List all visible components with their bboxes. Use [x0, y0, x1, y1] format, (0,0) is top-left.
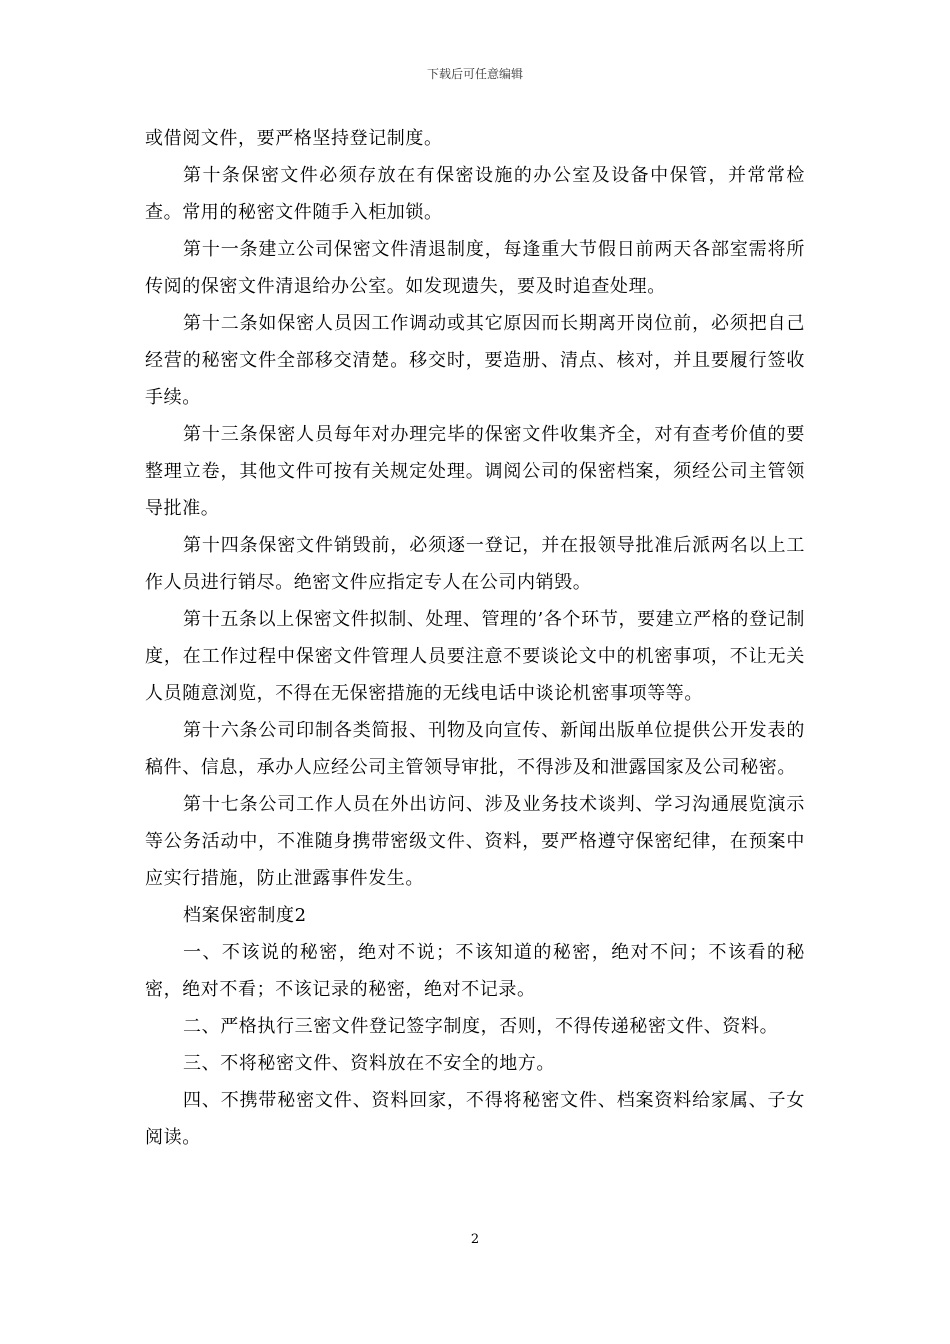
- paragraph-article-17: 第十七条公司工作人员在外出访问、涉及业务技术谈判、学习沟通展览演示等公务活动中，不准随身携带密级文件、资料，要严格遵守保密纪律，在预案中应实行措施，防止泄露事件发生。: [145, 794, 805, 889]
- document-body: [145, 120, 805, 1156]
- paragraph-article-11: 第十一条建立公司保密文件清退制度，每逢重大节假日前两天各部室需将所传阅的保密文件清退给办公室。如发现遗失，要及时追查处理。: [145, 239, 805, 297]
- page-header: 下载后可任意编辑: [426, 67, 523, 81]
- paragraph-item-4: 四、不携带秘密文件、资料回家，不得将秘密文件、档案资料给家属、子女阅读。: [145, 1090, 805, 1148]
- paragraph-item-2: 二、严格执行三密文件登记签字制度，否则，不得传递秘密文件、资料。: [183, 1016, 779, 1037]
- paragraph-article-13: 第十三条保密人员每年对办理完毕的保密文件收集齐全，对有查考价值的要整理立卷，其他文件可按有关规定处理。调阅公司的保密档案，须经公司主管领导批准。: [145, 424, 805, 519]
- paragraph-article-16: 第十六条公司印制各类简报、刊物及向宣传、新闻出版单位提供公开发表的稿件、信息，承办人应经公司主管领导审批，不得涉及和泄露国家及公司秘密。: [145, 720, 805, 778]
- paragraph-article-10: 第十条保密文件必须存放在有保密设施的办公室及设备中保管，并常常检查。常用的秘密文件随手入柜加锁。: [145, 165, 805, 223]
- paragraph-item-1: 一、不该说的秘密，绝对不说；不该知道的秘密，绝对不问；不该看的秘密，绝对不看；不该记录的秘密，绝对不记录。: [145, 942, 805, 1000]
- paragraph: 或借阅文件，要严格坚持登记制度。: [145, 128, 443, 149]
- paragraph-article-14: 第十四条保密文件销毁前，必须逐一登记，并在报领导批准后派两名以上工作人员进行销尽。绝密文件应指定专人在公司内销毁。: [145, 535, 805, 593]
- paragraph-item-3: 三、不将秘密文件、资料放在不安全的地方。: [183, 1053, 555, 1074]
- section-heading: 档案保密制度2: [183, 905, 307, 926]
- paragraph-article-15: 第十五条以上保密文件拟制、处理、管理的’各个环节，要建立严格的登记制度，在工作过程中保密文件管理人员要注意不要谈论文中的机密事项，不让无关人员随意浏览，不得在无保密措施的无线电话中谈论机密事项等等。: [145, 609, 805, 704]
- paragraph-article-12: 第十二条如保密人员因工作调动或其它原因而长期离开岗位前，必须把自己经营的秘密文件全部移交清楚。移交时，要造册、清点、核对，并且要履行签收手续。: [145, 313, 805, 408]
- page-number: 2: [470, 1232, 480, 1247]
